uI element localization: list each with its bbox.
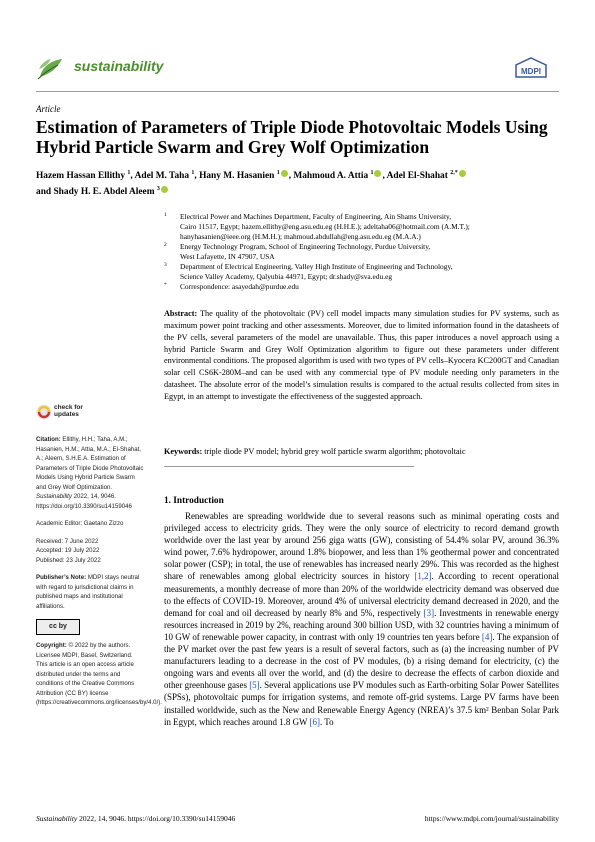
author-affiliation-mark: 3 [156, 186, 160, 193]
affiliation-line: West Lafayette, IN 47907, USA [180, 252, 275, 261]
text-run: . The expansion of the PV market over the past few years is a result of several factors, such as (a) the increasing number of PV manufacturers leading to a decrease in the cost of PV modules, (b) a rising demand for electricity, (c) the ongoing wars and events all over the world, and (d) the desire to decrease the effects of carbon dioxide and other greenhouse gases [164, 631, 559, 691]
citation-doi[interactable]: 2022, 14, 9046. https://doi.org/10.3390/su14159046 [36, 493, 132, 510]
affiliation-line: Electrical Power and Machines Department, Faculty of Engineering, Ain Shams University, [180, 212, 452, 221]
author-affiliation-mark: 1 [191, 170, 195, 176]
article-type: Article [36, 104, 61, 114]
author-name: Adel M. Taha [134, 171, 190, 182]
author-name: Adel El-Shahat [386, 171, 448, 182]
check-for-updates-label[interactable] [54, 404, 83, 418]
copyright-text: © 2022 by the authors. Licensee MDPI, Basel, Switzerland. This article is an open access article distributed under the terms and conditions of the Creative Commons Attribution (CC BY) license (https://creativecommons.org/licenses/by/4.0/). [36, 642, 162, 706]
author-affiliation-mark: 1 [370, 170, 374, 176]
citation-link[interactable]: [5] [249, 680, 260, 691]
orcid-icon[interactable] [281, 170, 288, 177]
keywords-label: Keywords: [164, 447, 203, 456]
orcid-icon[interactable] [459, 170, 466, 177]
orcid-icon[interactable] [374, 170, 381, 177]
cc-license-icon[interactable]: cc by [36, 619, 80, 635]
received-date: Received: 7 June 2022 [36, 537, 99, 545]
author-list: Hazem Hassan Ellithy $^1$, Adel M. Taha $^1$, Hany M. Hasanien $^1$ , Mahmoud A. Attia $^1$ , Adel El-Shahat $^{2,*}$ and Shady H. E. Abdel Aleem $^3$ [36, 167, 559, 199]
paper-title: Estimation of Parameters of Triple Diode Photovoltaic Models Using Hybrid Particle Swarm and Grey Wolf Optimization [36, 117, 548, 157]
editor-block [36, 519, 144, 529]
citation-block [36, 435, 144, 511]
affiliation-line: Department of Electrical Engineering, Valley High Institute of Engineering and Technology, [180, 262, 453, 271]
author-affiliation-mark: 1 [127, 170, 131, 176]
paragraph [164, 510, 559, 728]
footer-url[interactable]: https://www.mdpi.com/journal/sustainability [424, 814, 559, 823]
text-run: . Several applications use PV modules such as Earth-orbiting Solar Power Satellites (SPSs), photovoltaic pumps for irrigation systems, and remote off-grid systems. Large PV farms have been installed worldwide, such as the New and Renewable Energy Agency (NREA)’s 37.5 km² Benban Solar Park in Egypt, which reaches around 1.8 GW [164, 680, 559, 727]
journal-logo-icon [36, 55, 66, 81]
affiliation-line: Cairo 11517, Egypt; hazem.ellithy@eng.asu.edu.eg (H.H.E.); adeltaha06@hotmail.com (A.M.T.); [180, 222, 470, 231]
correspondence [164, 282, 559, 292]
author-name: Hazem Hassan Ellithy [36, 171, 126, 182]
copyright-label: Copyright: [36, 642, 67, 649]
check-line: check for [54, 404, 83, 411]
citation-label: Citation: [36, 436, 61, 443]
affiliation-line: Science Valley Academy, Qalyubia 44971, Egypt; dr.shady@sva.edu.eg [180, 272, 393, 281]
text-run: Renewables are spreading worldwide due to several reasons such as minimal operating costs and privileged access to electricity grids. They were the only source of electricity to record demand growth worldwide over the last year by around 256 giga watts (GW), consisting of 54.4% solar PV, around 36.3% wind power, 7.6% hydropower, around 1.8% biopower, and less than 1% geothermal power and concentrated solar power (CSP); in total, the use of renewables has increased nearly 29%. This was recorded as the highest share of renewables among global electricity sources in history [164, 511, 559, 582]
affiliation-number: 1 [164, 212, 167, 218]
academic-editor: Academic Editor: Gaetano Zizzo [36, 520, 124, 527]
check-line: updates [54, 411, 79, 418]
author-name: Mahmoud A. Attia [293, 171, 369, 182]
citation-link[interactable]: [3] [423, 607, 435, 618]
citation-journal: Sustainability [36, 493, 72, 500]
affiliation-line: Energy Technology Program, School of Engineering Technology, Purdue University, [180, 242, 431, 251]
abstract-label: Abstract: [164, 309, 198, 318]
affiliation-2 [164, 242, 559, 262]
accepted-date: Accepted: 19 July 2022 [36, 547, 100, 554]
mdpi-logo-icon[interactable] [514, 57, 548, 79]
author-affiliation-mark: 1 [276, 170, 280, 176]
author-affiliation-mark: 2,* [450, 170, 458, 176]
footer-doi[interactable]: 2022, 14, 9046. https://doi.org/10.3390/su14159046 [77, 814, 236, 823]
author-name: Hany M. Hasanien [199, 171, 275, 182]
correspondence-line[interactable]: Correspondence: asayedah@purdue.edu [180, 282, 299, 291]
publisher-note-text: MDPI stays neutral with regard to jurisdictional claims in published maps and institutional affiliations. [36, 574, 140, 610]
published-date: Published: 23 July 2022 [36, 556, 101, 564]
dates-block [36, 537, 144, 566]
affiliation-number: * [164, 282, 167, 288]
abstract-text: The quality of the photovoltaic (PV) cell model impacts many simulation studies for PV systems, such as maximum power point tracking and other assessments. Moreover, due to limited information found in the datasheets of the PV cells, several parameters of the model are unavailable. Thus, this paper introduces a novel approach using a hybrid Particle Swarm and Grey Wolf Optimization algorithm to figure out these parameters under different environmental conditions. The proposed algorithm is used with two types of PV cells–Kyocera KC200GT and Canadian solar cell CS6K-280M–and can be used with any commercial type of PV module needing only parameters in the datasheet. The absolute error of the model’s simulation results is compared to the actual results collected from sites in Egypt, in an attempt to investigate the effectiveness of the suggested approach. [164, 309, 560, 401]
check-for-updates-icon[interactable] [36, 402, 136, 422]
section-heading: 1. Introduction [164, 496, 224, 506]
text-run: . To [319, 716, 334, 727]
affiliation-number: 2 [164, 242, 167, 248]
citation-link[interactable]: [1,2] [414, 571, 432, 582]
journal-name[interactable]: sustainability [74, 58, 164, 74]
affiliation-1 [164, 212, 559, 242]
introduction-body [164, 510, 559, 728]
text-run: . Investments in renewable energy resources increased in 2019 by 2%, reaching around 300 billion USD, with 32 countries having a minimum of 10 GW of renewable power capacity, in contrast with only 19 countries ten years before [164, 607, 559, 642]
footer-journal: Sustainability [36, 814, 78, 823]
citation-link[interactable]: [4] [481, 631, 493, 642]
copyright-block [36, 641, 162, 708]
abstract [164, 308, 559, 403]
affiliations [164, 212, 559, 292]
sidebar [36, 435, 162, 716]
affiliation-number: 3 [164, 262, 167, 268]
affiliation-line: hanyhasanien@ieee.org (H.M.H.); mahmoud.abdullah@eng.asu.edu.eg (M.A.A.) [180, 232, 421, 241]
keywords-text: triple diode PV model; hybrid grey wolf particle swarm algorithm; photovoltaic [204, 447, 466, 456]
citation-text: Ellithy, H.H.; Taha, A.M.; Hasanien, H.M.; Attia, M.A.; El-Shahat, A.; Aleem, S.H.E.A. Estimation of Parameters of Triple Diode Photovoltaic Models Using Hybrid Particle Swarm and Grey Wolf Optimization. [36, 436, 144, 491]
publisher-note [36, 573, 144, 611]
publisher-note-label: Publisher’s Note: [36, 574, 87, 581]
affiliation-3 [164, 262, 559, 282]
footer-citation [36, 814, 235, 823]
author-name: and Shady H. E. Abdel Aleem [36, 187, 155, 198]
keywords [164, 446, 559, 457]
keywords-divider [164, 466, 414, 467]
mdpi-logo-text: MDPI [521, 67, 541, 76]
orcid-icon[interactable] [161, 186, 168, 193]
citation-link[interactable]: [6] [309, 716, 320, 727]
text-run: . According to recent operational measurements, a monthly decrease of more than 20% of the worldwide electricity demand was observed due to the effects of COVID-19. Moreover, around 4% of universal electricity demand decreased in 2020, and the demand for coal and oil decreased by nearly 8% and 5%, respectively [164, 571, 559, 618]
header-divider [36, 91, 559, 92]
